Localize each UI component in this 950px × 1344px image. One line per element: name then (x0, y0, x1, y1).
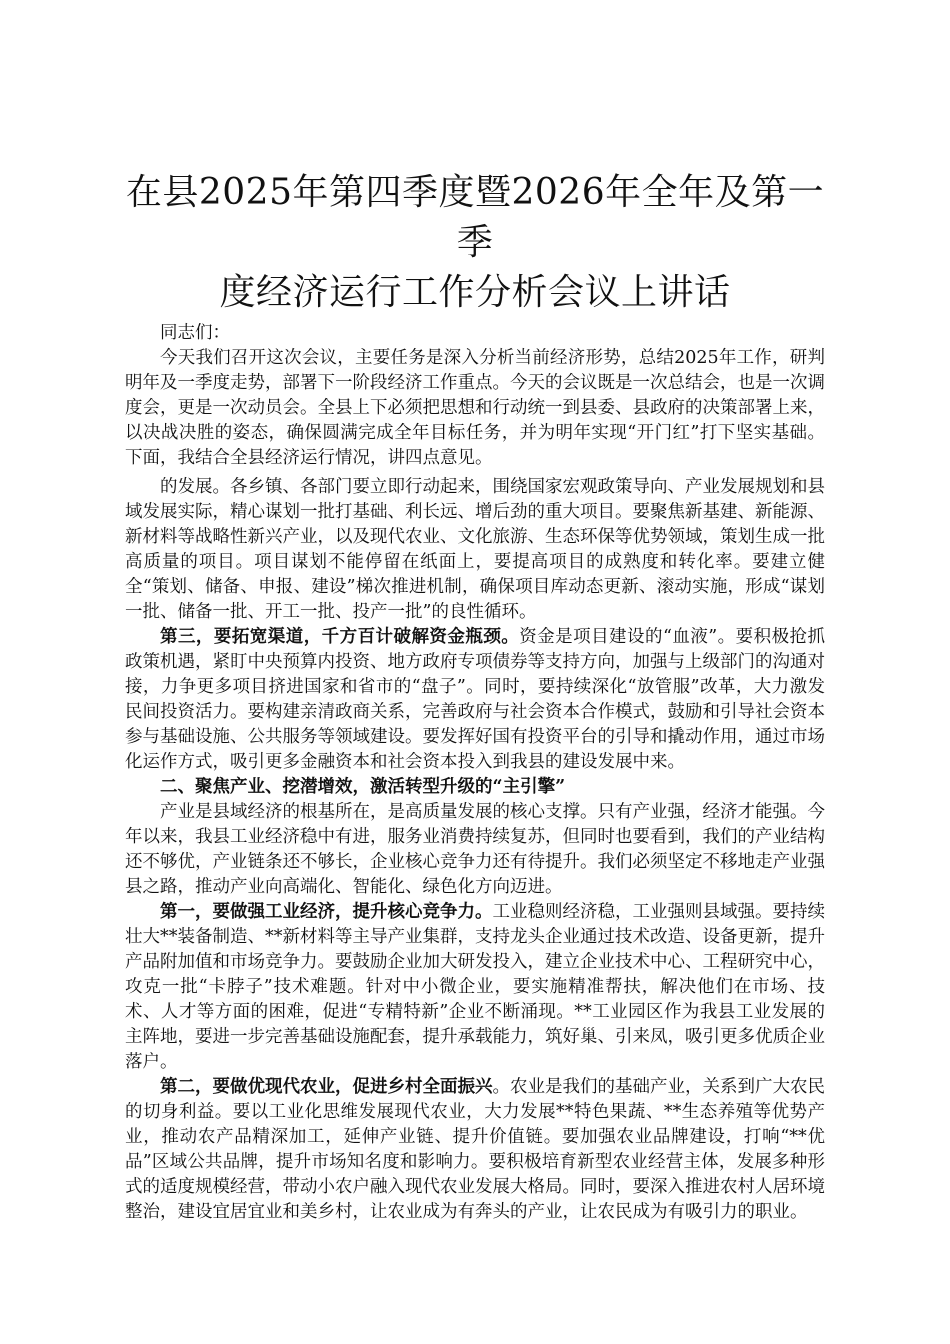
point-one-body: 工业稳则经济稳，工业强则县域强。要持续壮大**装备制造、**新材料等主导产业集群，支持龙头企业通过技术改造、设备更新，提升产品附加值和市场竞争力。要鼓励企业加大研发投入，建立企业技术中心、工程研究中心，攻克一批“卡脖子”技术难题。针对中小微企业，要实施精准帮扶，解决他们在市场、技术、人才等方面的困难，促进“专精特新”企业不断涌现。**工业园区作为我县工业发展的主阵地，要进一步完善基础设施配套，提升承载能力，筑好巢、引来凤，吸引更多优质企业落户。 (125, 902, 825, 1072)
salutation: 同志们： (160, 323, 230, 343)
point-one-lead: 第一，要做强工业经济，提升核心竞争力。 (160, 902, 493, 922)
continuation-paragraph: 的发展。各乡镇、各部门要立即行动起来，围绕国家宏观政策导向、产业发展规划和县域发展实际，精心谋划一批打基础、利长远、增后劲的重大项目。要聚焦新基建、新能源、新材料等战略性新兴产业，以及现代农业、文化旅游、生态环保等优势领域，策划生成一批高质量的项目。项目谋划不能停留在纸面上，要提高项目的成熟度和转化率。要建立健全“策划、储备、申报、建设”梯次推进机制，确保项目库动态更新、滚动实施，形成“谋划一批、储备一批、开工一批、投产一批”的良性循环。 (125, 477, 825, 622)
section-three-lead: 第三，要拓宽渠道，千方百计破解资金瓶颈。 (160, 627, 520, 647)
section-heading-two: 二、聚焦产业、挖潜增效，激活转型升级的“主引擎” (160, 777, 566, 797)
point-two-lead: 第二，要做优现代农业，促进乡村全面振兴 (160, 1077, 493, 1097)
document-page (125, 168, 825, 1225)
section-three-paragraph (125, 625, 825, 775)
title-line-1: 在县2025年第四季度暨2026年全年及第一季 (125, 172, 825, 263)
section-two-intro: 产业是县域经济的根基所在，是高质量发展的核心支撑。只有产业强，经济才能强。今年以来，我县工业经济稳中有进，服务业消费持续复苏，但同时也要看到，我们的产业结构还不够优，产业链条还不够长，企业核心竞争力还有待提升。我们必须坚定不移地走产业强县之路，推动产业向高端化、智能化、绿色化方向迈进。 (125, 802, 825, 897)
intro-paragraph: 今天我们召开这次会议，主要任务是深入分析当前经济形势，总结2025年工作，研判明年及一季度走势，部署下一阶段经济工作重点。今天的会议既是一次总结会，也是一次调度会，更是一次动员会。全县上下必须把思想和行动统一到县委、县政府的决策部署上来，以决战决胜的姿态，确保圆满完成全年目标任务，并为明年实现“开门红”打下坚实基础。下面，我结合全县经济运行情况，讲四点意见。 (125, 348, 825, 468)
point-two-body: 。农业是我们的基础产业，关系到广大农民的切身利益。要以工业化思维发展现代农业，大力发展**特色果蔬、**生态养殖等优势产业，推动农产品精深加工，延伸产业链、提升价值链。要加强农业品牌建设，打响“**优品”区域公共品牌，提升市场知名度和影响力。要积极培育新型农业经营主体，发展多种形式的适度规模经营，带动小农户融入现代农业发展大格局。同时，要深入推进农村人居环境整治，建设宜居宜业和美乡村，让农业成为有奔头的产业，让农民成为有吸引力的职业。 (125, 1077, 825, 1222)
point-one-paragraph (125, 900, 825, 1075)
document-title (125, 168, 825, 318)
point-two-paragraph (125, 1075, 825, 1225)
section-three-body: 资金是项目建设的“血液”。要积极抢抓政策机遇，紧盯中央预算内投资、地方政府专项债券等支持方向，加强与上级部门的沟通对接，力争更多项目挤进国家和省市的“盘子”。同时，要持续深化“放管服”改革，大力激发民间投资活力。要构建亲清政商关系，完善政府与社会资本合作模式，鼓励和引导社会资本参与基础设施、公共服务等领域建设。要发挥好国有投资平台的引导和撬动作用，通过市场化运作方式，吸引更多金融资本和社会资本投入到我县的建设发展中来。 (125, 627, 825, 772)
title-line-2: 度经济运行工作分析会议上讲话 (219, 272, 731, 313)
